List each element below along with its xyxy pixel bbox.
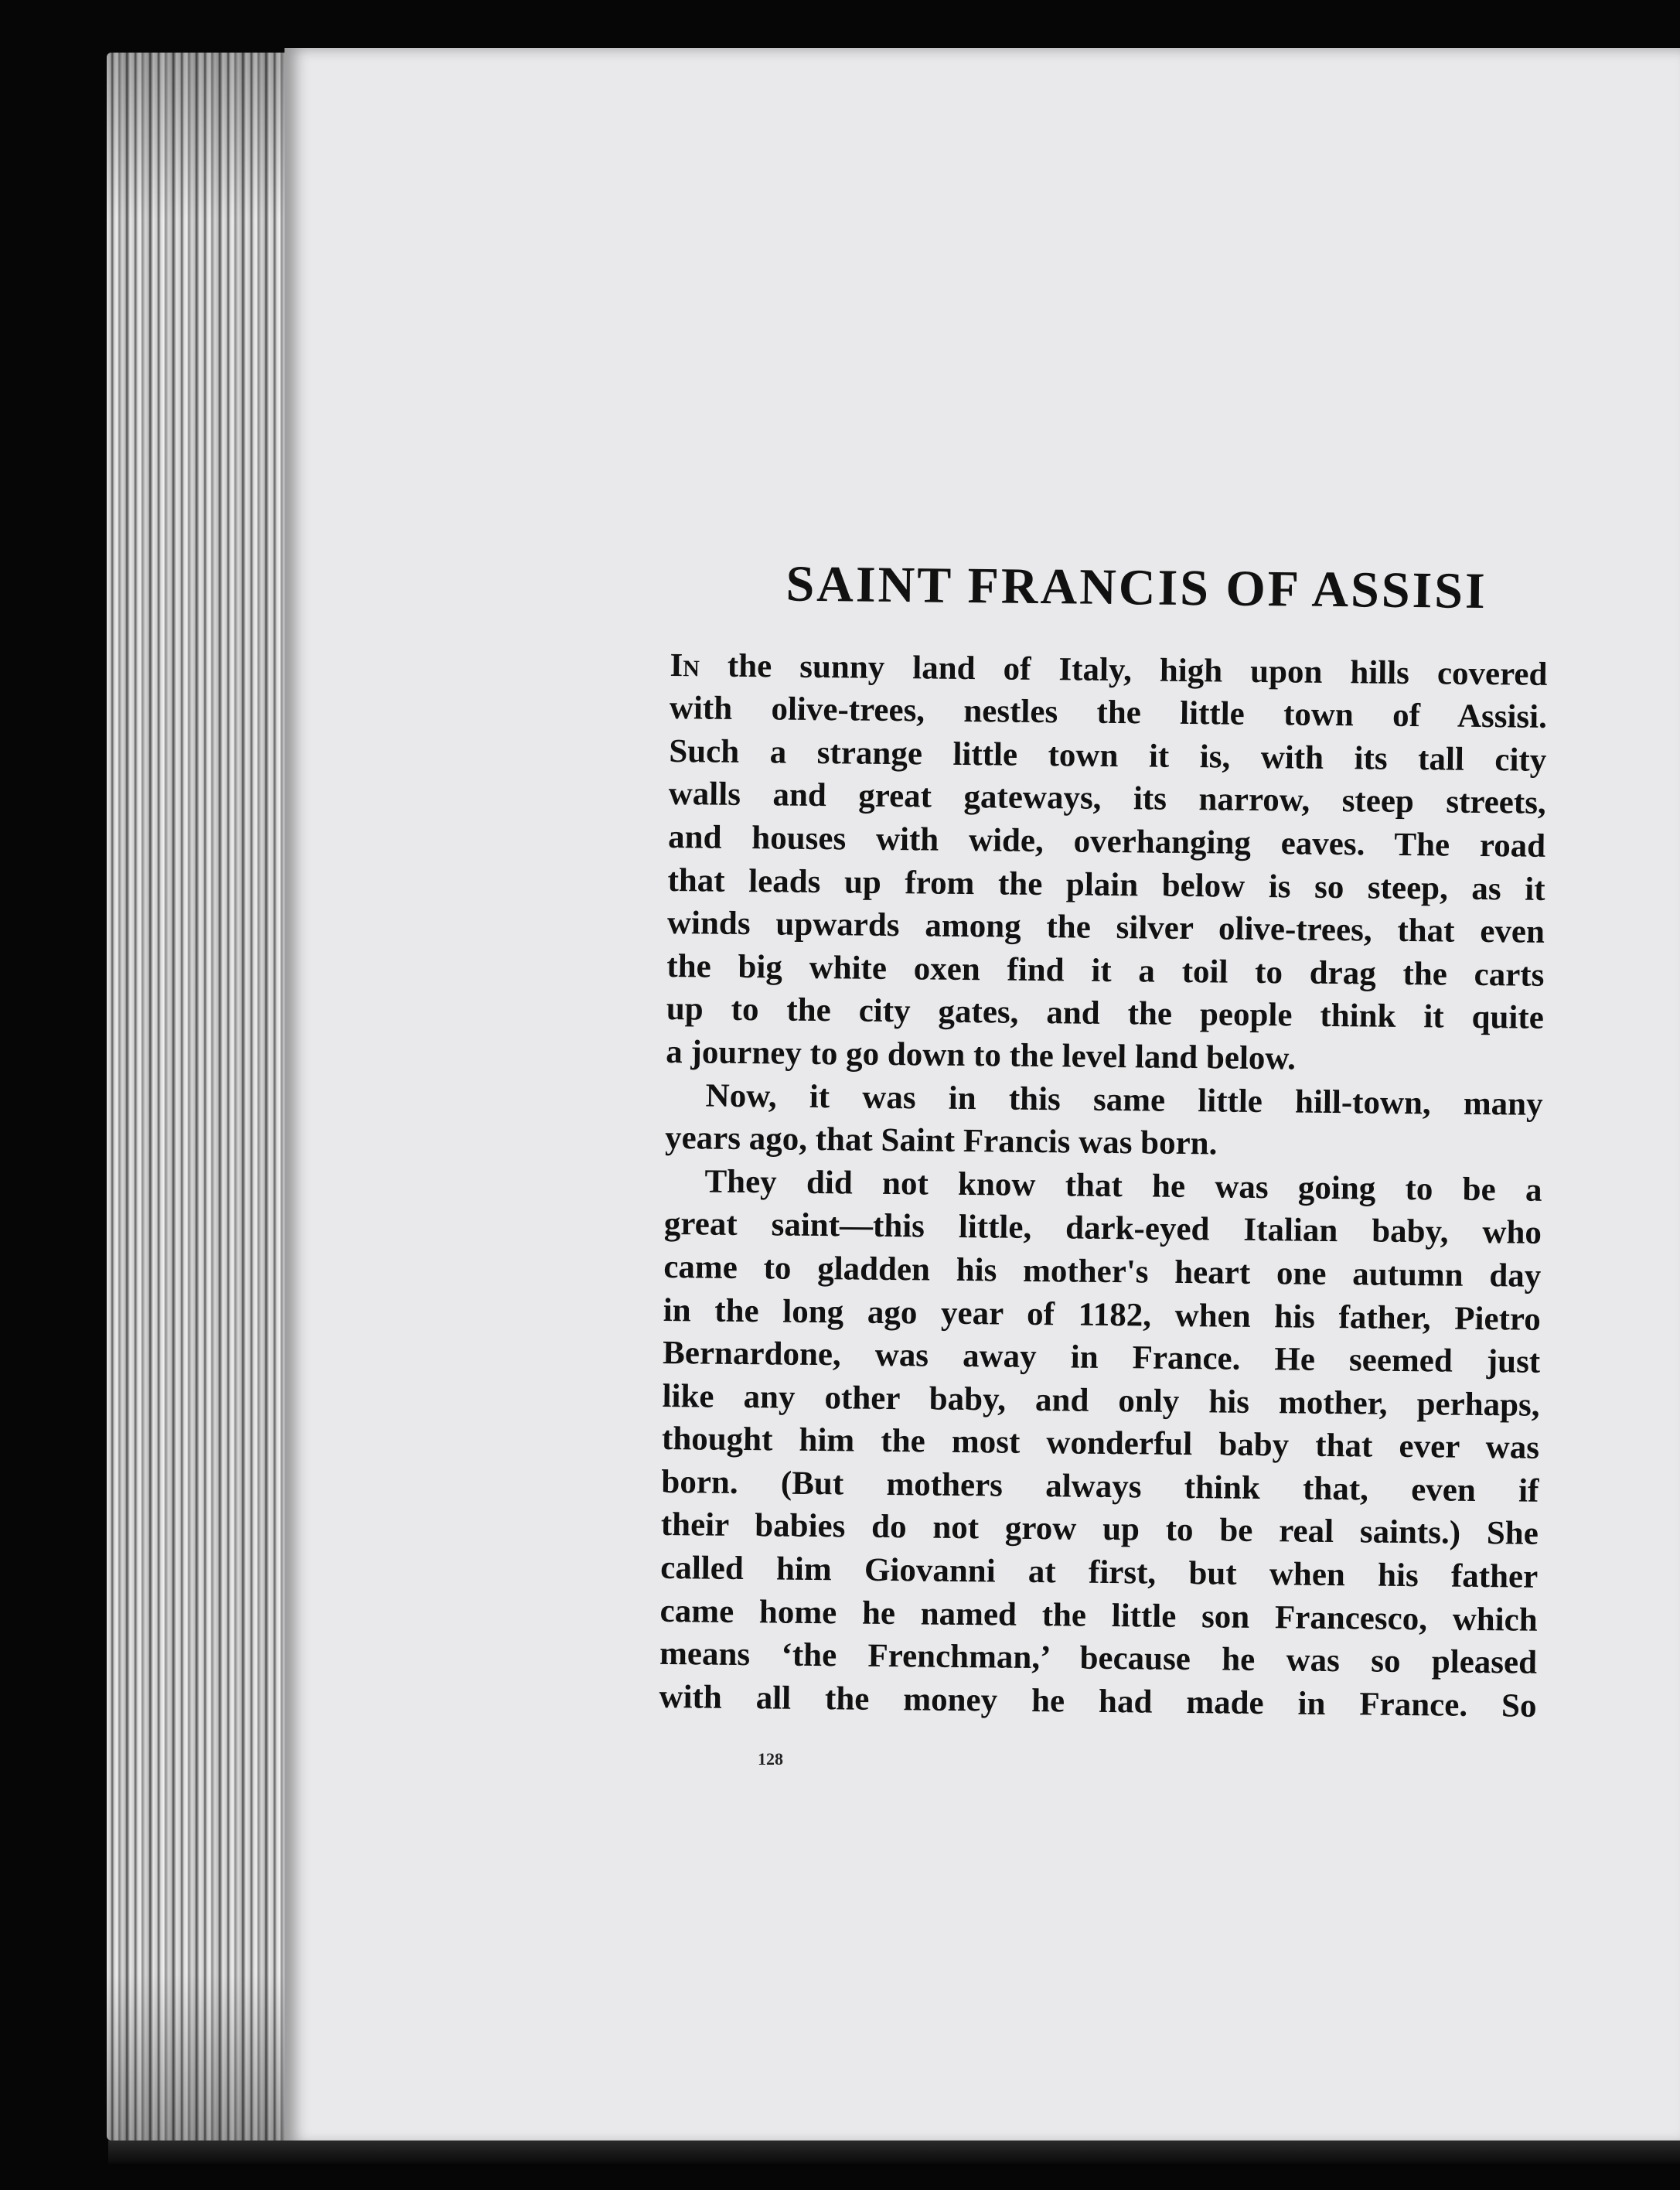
text-line: winds upwards among the silver olive-trees, that even: [666, 905, 1545, 951]
paragraph-3: [659, 1160, 1542, 1728]
text-line: thought him the most wonderful baby that ever was: [661, 1421, 1540, 1467]
text-line: with olive-trees, nestles the little town of Assisi.: [669, 690, 1548, 736]
paragraph-2: [665, 1073, 1543, 1168]
text-block: [659, 555, 1549, 1728]
text-line: born. (But mothers always think that, even if: [661, 1463, 1539, 1509]
text-line: came home he named the little son Francesco, which: [659, 1592, 1538, 1639]
text-line: Now, it was in this same little hill-town, many: [705, 1077, 1543, 1123]
text-line: walls and great gateways, its narrow, steep streets,: [668, 776, 1546, 822]
text-line: came to gladden his mother's heart one autumn day: [663, 1248, 1542, 1295]
page-bottom-shadow: [108, 2141, 1680, 2164]
text-line: great saint—this little, dark-eyed Italian baby, who: [663, 1206, 1542, 1252]
text-line: in the long ago year of 1182, when his father, Pietro: [663, 1291, 1541, 1338]
text-line: their babies do not grow up to be real saints.) She: [660, 1506, 1539, 1553]
paragraph-1: [666, 644, 1548, 1083]
chapter-title: SAINT FRANCIS OF ASSISI: [785, 555, 1488, 620]
drop-word: In: [670, 646, 700, 684]
page-number: 128: [758, 1749, 783, 1769]
text-line: like any other baby, and only his mother, perhaps,: [662, 1377, 1540, 1424]
text-line: called him Giovanni at first, but when his father: [660, 1549, 1539, 1595]
text-line: Bernardone, was away in France. He seemed just: [662, 1335, 1541, 1380]
text-line: means ‘the Frenchman,’ because he was so pleased: [659, 1636, 1538, 1682]
text-line: the big white oxen find it a toil to drag the carts: [666, 947, 1545, 994]
text-line: Such a strange little town it is, with its tall city: [669, 732, 1547, 779]
text-line: up to the city gates, and the people think it quite: [666, 991, 1545, 1037]
text-line: years ago, that Saint Francis was born.: [664, 1120, 1218, 1162]
text-line: and houses with wide, overhanging eaves. The road: [667, 818, 1546, 865]
text-line: They did not know that he was going to be a: [704, 1163, 1542, 1209]
book-page-edges: [107, 53, 286, 2141]
text-line: In the sunny land of Italy, high upon hills covered: [670, 646, 1548, 693]
text-line: a journey to go down to the level land below.: [666, 1033, 1297, 1077]
text-line: with all the money he had made in France. So: [659, 1678, 1537, 1724]
text-line: that leads up from the plain below is so steep, as it: [667, 861, 1545, 908]
